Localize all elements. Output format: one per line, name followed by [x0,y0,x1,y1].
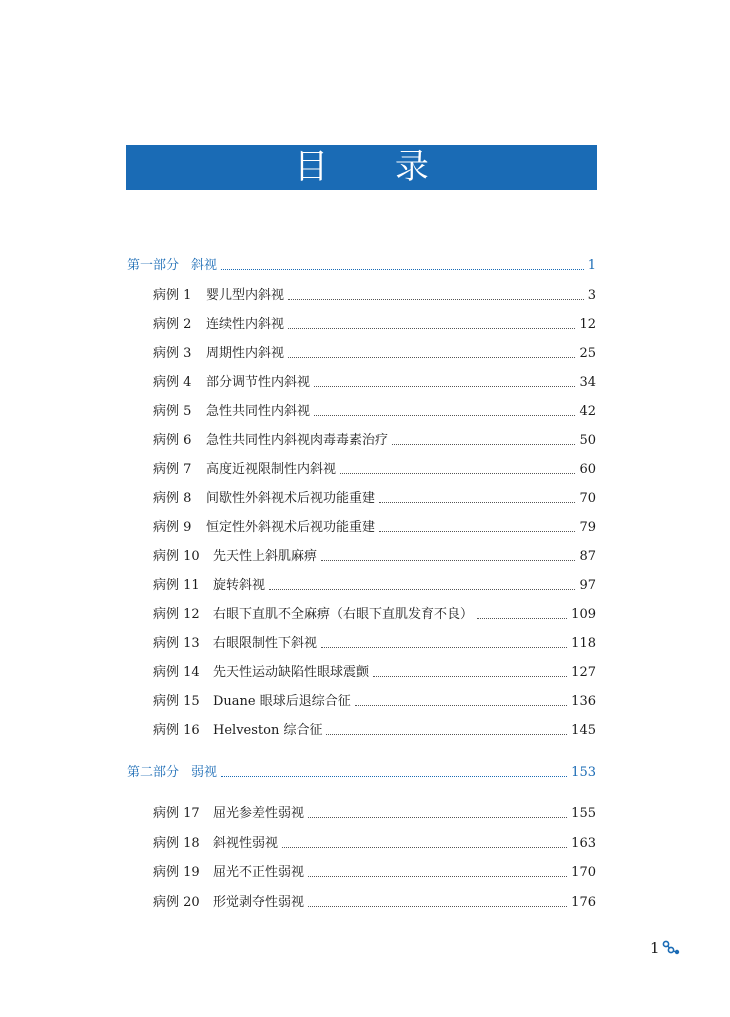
dot-leader [379,531,575,532]
case-title: 右眼限制性下斜视 [213,636,318,651]
case-label: 病例 5 [153,404,192,419]
case-label: 病例 19 [153,865,200,880]
toc-part-entry[interactable] [127,765,596,781]
case-page-number: 25 [579,346,596,361]
toc-case-entry[interactable] [153,607,596,623]
toc-case-entry[interactable] [153,865,596,881]
part-label: 第二部分 [127,765,180,780]
part-page-number: 1 [587,258,596,273]
case-page-number: 118 [571,636,596,651]
toc-case-entry[interactable] [153,636,596,652]
part-label: 第一部分 [127,258,180,273]
toc-case-entry[interactable] [153,404,596,420]
case-page-number: 163 [571,836,596,851]
case-label: 病例 13 [153,636,200,651]
case-label: 病例 3 [153,346,192,361]
case-title: 先天性运动缺陷性眼球震颤 [213,665,370,680]
dot-leader [221,269,584,270]
case-page-number: 12 [579,317,596,332]
case-page-number: 3 [587,288,596,303]
case-page-number: 155 [571,806,596,821]
case-page-number: 170 [571,865,596,880]
case-title: Helveston 综合征 [213,723,323,738]
toc-case-entry[interactable] [153,462,596,478]
case-label: 病例 9 [153,520,192,535]
case-label: 病例 20 [153,895,200,910]
case-label: 病例 11 [153,578,200,593]
case-title: 屈光不正性弱视 [213,865,305,880]
case-page-number: 42 [579,404,596,419]
toc-title-banner [126,145,597,190]
case-title: 婴儿型内斜视 [206,288,285,303]
toc-case-entry[interactable] [153,346,596,362]
toc-case-entry[interactable] [153,723,596,739]
case-label: 病例 17 [153,806,200,821]
case-label: 病例 10 [153,549,200,564]
dot-leader [282,847,567,848]
toc-case-entry[interactable] [153,578,596,594]
part-title: 弱视 [191,765,218,780]
page-folio [650,939,680,957]
dot-leader [355,705,567,706]
case-label: 病例 4 [153,375,192,390]
case-label: 病例 8 [153,491,192,506]
dot-leader [308,876,567,877]
case-page-number: 136 [571,694,596,709]
dot-leader [221,776,567,777]
case-label: 病例 1 [153,288,192,303]
toc-case-entry[interactable] [153,491,596,507]
case-label: 病例 6 [153,433,192,448]
toc-case-entry[interactable] [153,836,596,852]
case-label: 病例 15 [153,694,200,709]
case-title: 恒定性外斜视术后视功能重建 [206,520,376,535]
dot-leader [314,415,575,416]
case-page-number: 60 [579,462,596,477]
case-page-number: 34 [579,375,596,390]
toc-case-entry[interactable] [153,895,596,911]
case-title: 高度近视限制性内斜视 [206,462,337,477]
case-title: 连续性内斜视 [206,317,285,332]
toc-case-entry[interactable] [153,520,596,536]
dot-leader [477,618,567,619]
dot-leader [321,560,575,561]
toc-case-entry[interactable] [153,694,596,710]
toc-case-entry[interactable] [153,317,596,333]
case-page-number: 70 [579,491,596,506]
dot-leader [314,386,575,387]
dot-leader [326,734,567,735]
case-label: 病例 14 [153,665,200,680]
case-page-number: 97 [579,578,596,593]
case-label: 病例 18 [153,836,200,851]
dot-leader [308,906,567,907]
case-page-number: 176 [571,895,596,910]
decorative-ornament-icon [662,940,680,956]
case-title: Duane 眼球后退综合征 [213,694,351,709]
case-title: 形觉剥夺性弱视 [213,895,305,910]
part-title: 斜视 [191,258,218,273]
case-label: 病例 12 [153,607,200,622]
case-page-number: 127 [571,665,596,680]
page-number: 1 [650,939,660,957]
dot-leader [392,444,575,445]
case-title: 部分调节性内斜视 [206,375,311,390]
toc-case-entry[interactable] [153,665,596,681]
dot-leader [373,676,567,677]
case-title: 右眼下直肌不全麻痹（右眼下直肌发育不良） [213,607,474,622]
case-label: 病例 2 [153,317,192,332]
case-title: 急性共同性内斜视肉毒毒素治疗 [206,433,389,448]
toc-case-entry[interactable] [153,288,596,304]
part-page-number: 153 [571,765,596,780]
case-title: 旋转斜视 [213,578,266,593]
case-page-number: 79 [579,520,596,535]
case-page-number: 87 [579,549,596,564]
dot-leader [379,502,575,503]
case-title: 屈光参差性弱视 [213,806,305,821]
case-label: 病例 7 [153,462,192,477]
toc-part-entry[interactable] [127,258,596,274]
dot-leader [340,473,575,474]
case-title: 先天性上斜肌麻痹 [213,549,318,564]
case-title: 斜视性弱视 [213,836,279,851]
toc-case-entry[interactable] [153,433,596,449]
case-title: 间歇性外斜视术后视功能重建 [206,491,376,506]
case-page-number: 145 [571,723,596,738]
toc-case-entry[interactable] [153,806,596,822]
dot-leader [288,299,584,300]
dot-leader [308,817,567,818]
toc-case-entry[interactable] [153,549,596,565]
dot-leader [288,328,575,329]
case-title: 周期性内斜视 [206,346,285,361]
dot-leader [269,589,575,590]
dot-leader [288,357,575,358]
case-page-number: 50 [579,433,596,448]
case-label: 病例 16 [153,723,200,738]
toc-case-entry[interactable] [153,375,596,391]
case-title: 急性共同性内斜视 [206,404,311,419]
case-page-number: 109 [571,607,596,622]
toc-title: 目 录 [294,147,457,187]
dot-leader [321,647,567,648]
